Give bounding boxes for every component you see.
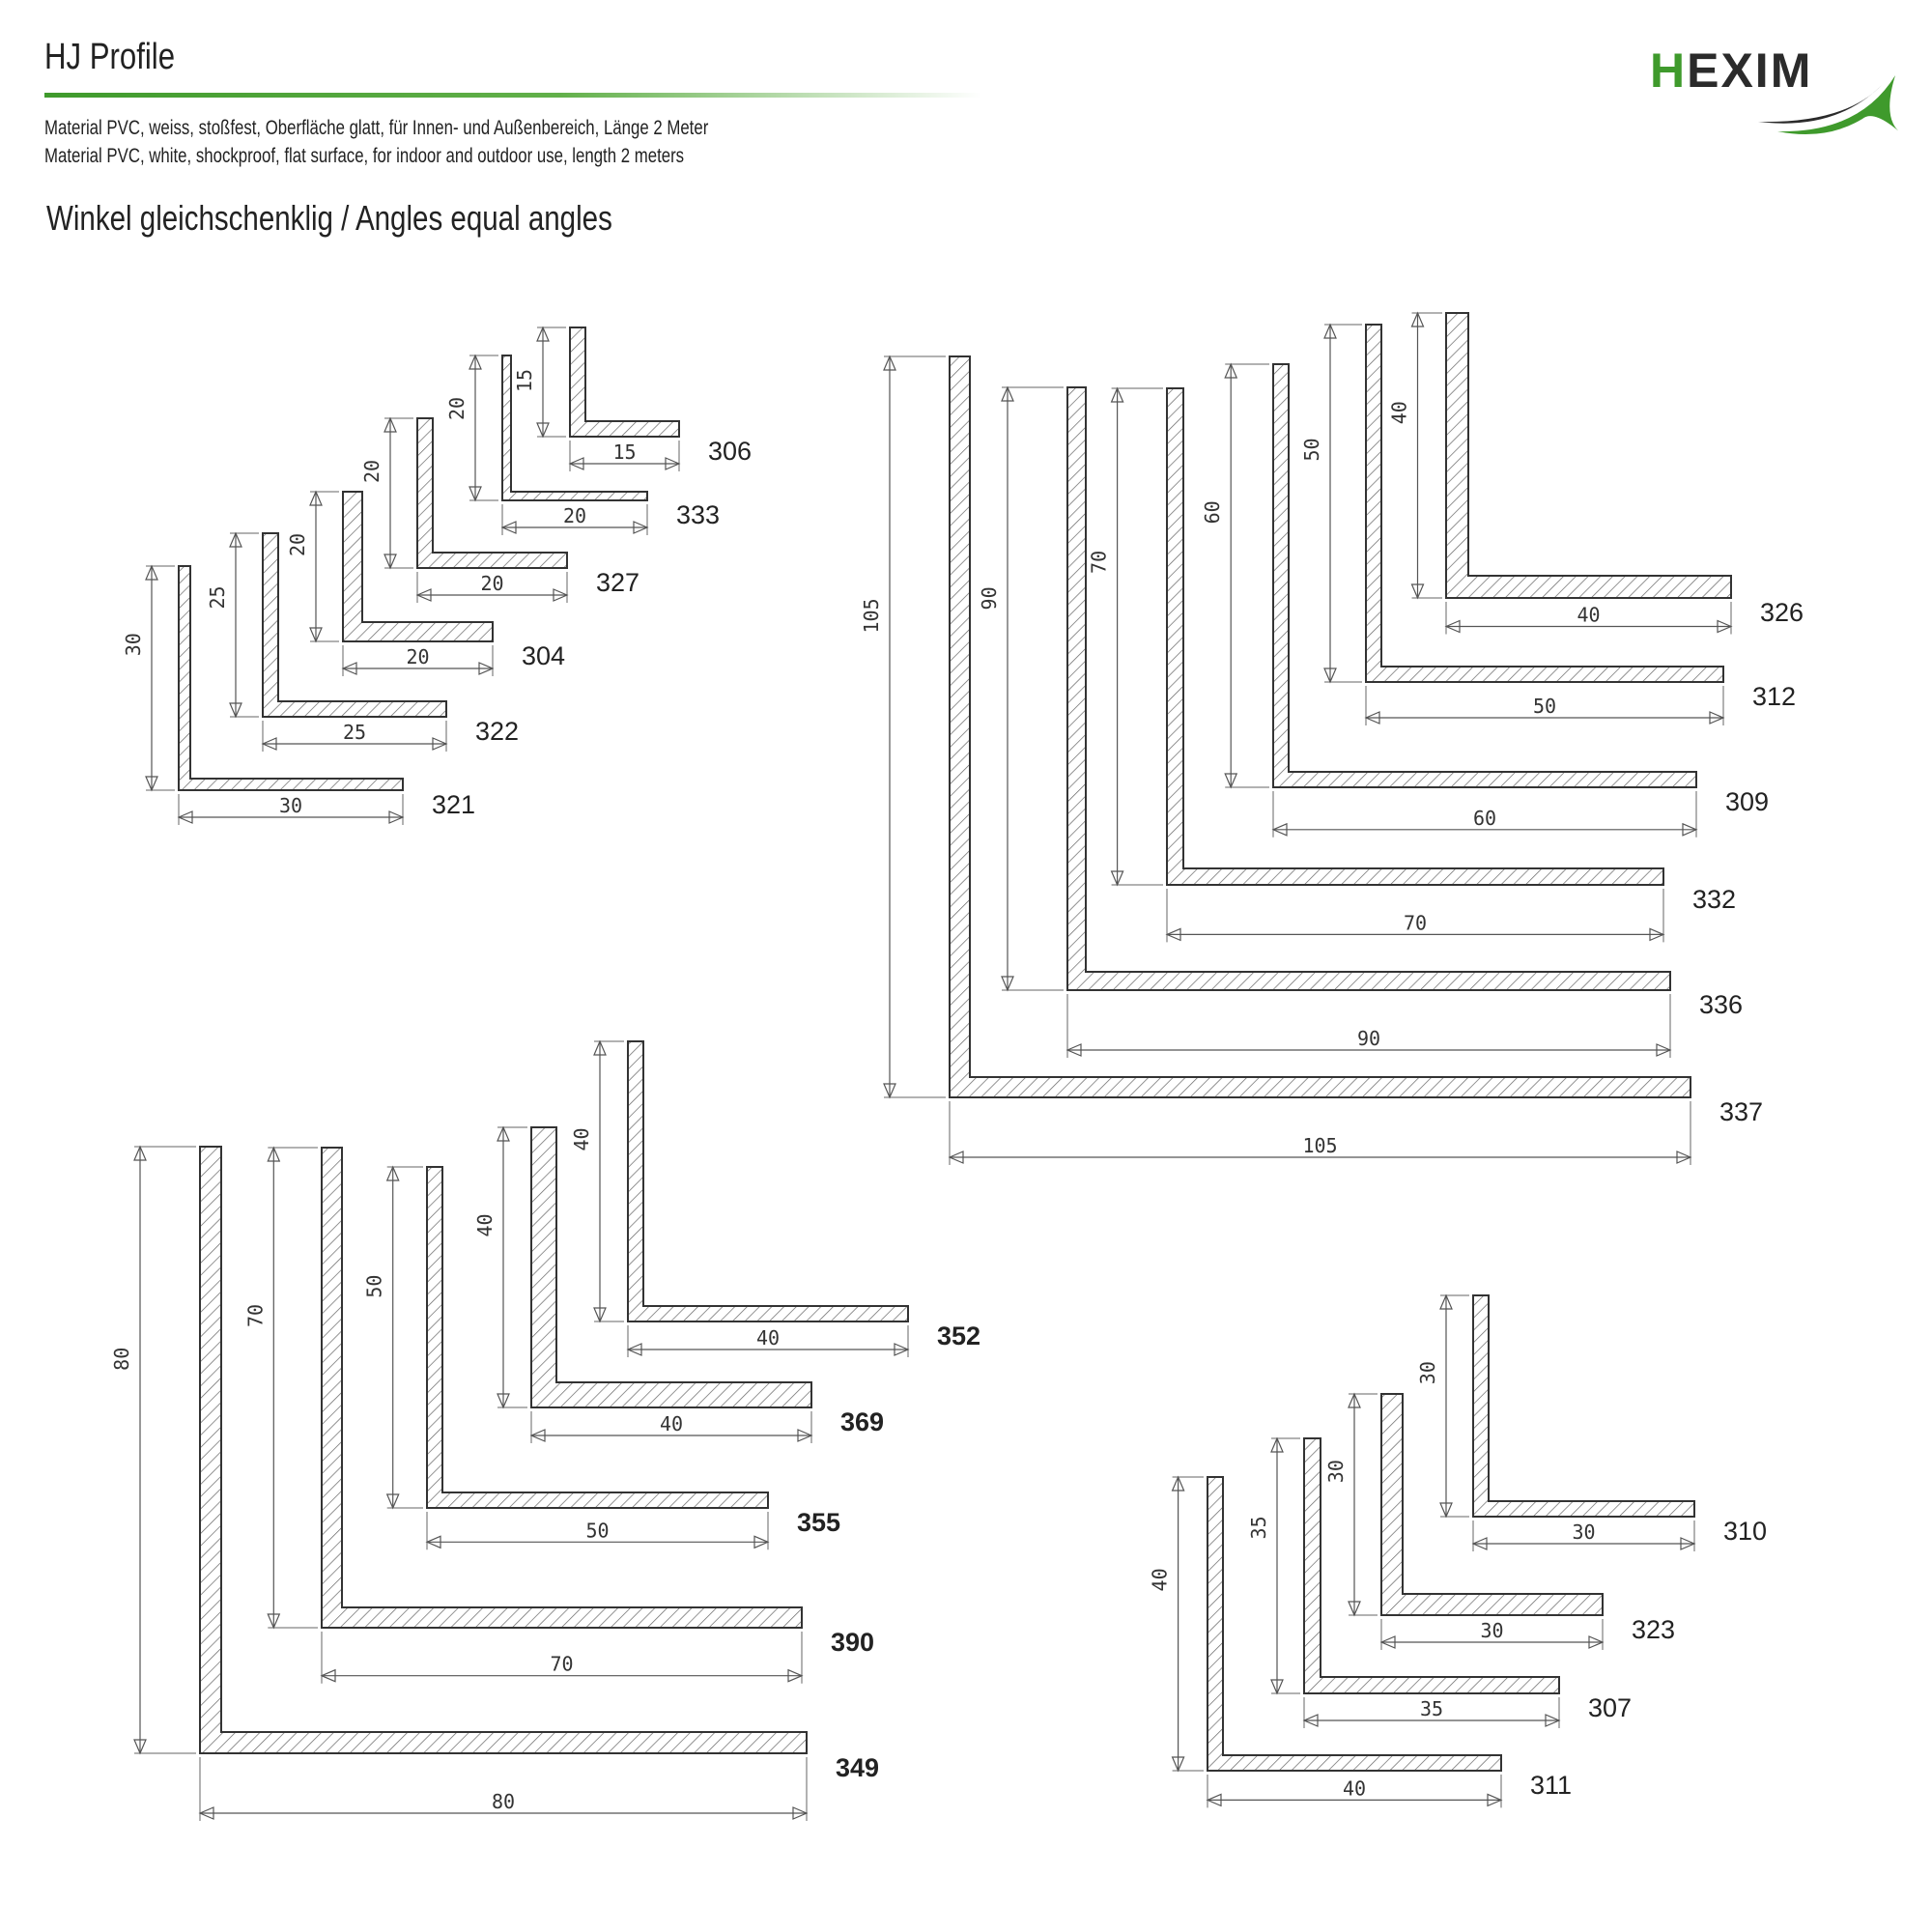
vertical-dimension-label: 50: [362, 1274, 386, 1298]
horizontal-dimension-label: 50: [585, 1519, 610, 1543]
profile-code-label: 310: [1723, 1517, 1768, 1546]
horizontal-dimension-label: 20: [406, 645, 430, 668]
angle-profile-336: [978, 387, 1743, 1058]
horizontal-dimension-label: 70: [550, 1652, 574, 1676]
vertical-dimension-label: 70: [1087, 550, 1111, 574]
angle-profile-307: [1247, 1438, 1632, 1728]
angle-profile-shape: [1167, 388, 1663, 885]
horizontal-dimension-label: 40: [755, 1326, 781, 1350]
angle-profile-321: [122, 566, 475, 825]
profile-code-label: 355: [797, 1508, 841, 1537]
profile-code-label: 326: [1760, 598, 1804, 627]
horizontal-dimension-label: 20: [480, 572, 504, 595]
logo-letter-h: H: [1650, 43, 1688, 98]
profile-code-label: 352: [937, 1321, 981, 1350]
vertical-dimension-label: 30: [122, 633, 145, 657]
horizontal-dimension-label: 40: [1577, 603, 1601, 627]
angle-profile-323: [1324, 1394, 1675, 1650]
vertical-dimension-label: 20: [445, 396, 469, 421]
profile-code-label: 306: [708, 437, 753, 466]
angle-profile-309: [1201, 364, 1769, 838]
angle-profile-310: [1416, 1295, 1767, 1551]
angle-profile-shape: [1473, 1295, 1694, 1517]
angle-profile-326: [1388, 313, 1804, 635]
angle-profile-355: [363, 1167, 840, 1549]
horizontal-dimension-label: 105: [1302, 1134, 1338, 1157]
vertical-dimension-label: 30: [1416, 1361, 1439, 1385]
horizontal-dimension-label: 25: [342, 721, 367, 744]
material-description-en: Material PVC, white, shockproof, flat surface, for indoor and outdoor use, length 2 meters: [44, 145, 685, 167]
vertical-dimension-label: 30: [1324, 1460, 1348, 1484]
angle-profile-390: [243, 1148, 874, 1684]
profile-code-label: 309: [1725, 787, 1770, 816]
vertical-dimension-label: 80: [110, 1347, 133, 1371]
horizontal-dimension-label: 90: [1356, 1027, 1381, 1050]
angle-profile-369: [473, 1127, 884, 1443]
vertical-dimension-label: 25: [206, 585, 229, 610]
vertical-dimension-label: 50: [1300, 438, 1323, 462]
profile-code-label: 307: [1588, 1693, 1633, 1722]
vertical-dimension-label: 35: [1247, 1516, 1270, 1540]
horizontal-dimension-label: 50: [1532, 695, 1557, 718]
profile-code-label: 332: [1692, 885, 1737, 914]
horizontal-dimension-label: 60: [1472, 806, 1497, 830]
horizontal-dimension-label: 35: [1419, 1697, 1444, 1720]
horizontal-dimension-label: 30: [1480, 1619, 1504, 1642]
horizontal-dimension-label: 40: [659, 1412, 684, 1435]
material-description-de: Material PVC, weiss, stoßfest, Oberfläche glatt, für Innen- und Außenbereich, Länge 2 Meter: [44, 117, 709, 139]
horizontal-dimension-label: 30: [278, 794, 303, 817]
profile-code-label: 304: [522, 641, 566, 670]
profile-code-label: 322: [475, 717, 520, 746]
profile-code-label: 336: [1699, 990, 1744, 1019]
vertical-dimension-label: 20: [286, 532, 309, 557]
angle-profile-306: [513, 327, 752, 471]
angle-profile-352: [570, 1041, 980, 1357]
angle-profile-shape: [1446, 313, 1731, 598]
vertical-dimension-label: 15: [513, 368, 536, 393]
horizontal-dimension-label: 70: [1403, 911, 1428, 935]
horizontal-dimension-label: 20: [562, 504, 587, 527]
vertical-dimension-label: 40: [570, 1127, 593, 1151]
angle-profile-337: [860, 356, 1763, 1165]
section-title: Winkel gleichschenklig / Angles equal angles: [46, 198, 612, 238]
profile-code-label: 337: [1719, 1097, 1764, 1126]
angle-profile-shape: [1366, 325, 1723, 682]
angle-profile-349: [110, 1147, 879, 1821]
angle-profile-312: [1300, 325, 1796, 725]
vertical-dimension-label: 40: [473, 1213, 497, 1237]
vertical-dimension-label: 90: [978, 586, 1001, 611]
profile-code-label: 327: [596, 568, 640, 597]
angle-profile-shape: [531, 1127, 811, 1407]
angle-profile-shape: [570, 327, 679, 437]
horizontal-dimension-label: 80: [491, 1790, 516, 1813]
logo-letters-exim: EXIM: [1687, 43, 1813, 98]
angle-profile-shape: [628, 1041, 908, 1321]
vertical-dimension-label: 40: [1148, 1568, 1172, 1592]
profile-code-label: 312: [1752, 682, 1797, 711]
horizontal-dimension-label: 15: [612, 440, 637, 464]
vertical-dimension-label: 20: [360, 459, 384, 484]
vertical-dimension-label: 60: [1201, 500, 1225, 525]
profile-code-label: 321: [432, 790, 476, 819]
horizontal-dimension-label: 30: [1572, 1520, 1596, 1544]
profile-code-label: 311: [1530, 1771, 1573, 1800]
angle-profile-327: [360, 418, 639, 603]
profile-code-label: 323: [1632, 1615, 1676, 1644]
profile-code-label: 390: [831, 1628, 875, 1657]
vertical-dimension-label: 70: [243, 1303, 268, 1327]
horizontal-dimension-label: 40: [1342, 1776, 1367, 1801]
profile-code-label: 333: [676, 500, 721, 529]
page-title: HJ Profile: [44, 37, 176, 77]
profile-code-label: 369: [840, 1407, 885, 1436]
profile-code-label: 349: [836, 1753, 880, 1782]
vertical-dimension-label: 105: [860, 598, 883, 634]
angle-profile-332: [1088, 388, 1736, 942]
vertical-dimension-label: 40: [1387, 401, 1411, 425]
